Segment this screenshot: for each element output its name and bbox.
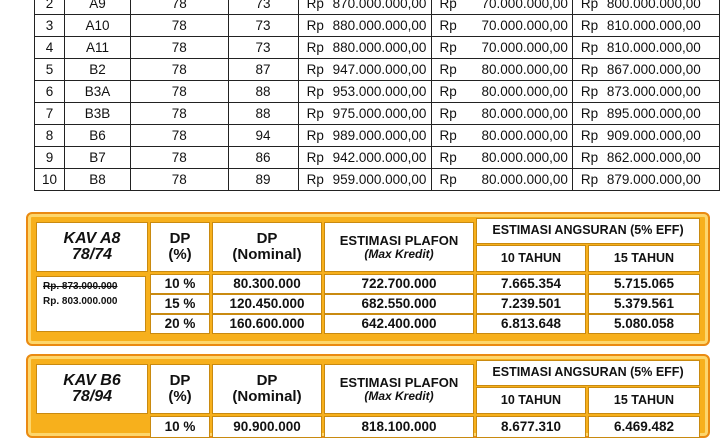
tenor-15-header	[588, 245, 700, 272]
price-row	[35, 147, 720, 169]
down-payment-cell	[431, 59, 572, 81]
tenor-15-header	[588, 387, 700, 414]
net-price-value: 879.000.000,00	[606, 172, 701, 187]
currency-label: Rp	[306, 128, 324, 143]
tenor-15-cell	[588, 314, 700, 334]
land-area: 78	[131, 125, 229, 147]
currency-label: Rp	[439, 18, 457, 33]
down-payment-cell	[431, 169, 572, 191]
currency-label: Rp	[580, 18, 599, 33]
building-area: 89	[228, 169, 298, 191]
row-number: 8	[35, 125, 65, 147]
plafon-value: 818.100.000	[361, 418, 437, 434]
dp-percent-header	[150, 364, 210, 414]
currency-label: Rp	[439, 40, 457, 55]
dp-nominal-header	[212, 222, 322, 272]
kav-code: B8	[64, 169, 130, 191]
kav-size: 78/94	[71, 388, 113, 405]
dp-percent-cell	[150, 314, 210, 334]
row-number: 6	[35, 81, 65, 103]
tenor-15-label: 15 TAHUN	[613, 392, 675, 407]
row-number: 7	[35, 103, 65, 125]
currency-label: Rp	[580, 172, 599, 187]
building-area: 86	[228, 147, 298, 169]
tenor-10-value: 7.665.354	[500, 275, 562, 291]
tenor-10-header	[476, 245, 586, 272]
down-payment-value: 70.000.000,00	[481, 0, 568, 11]
net-price-cell	[572, 59, 719, 81]
land-area: 78	[131, 169, 229, 191]
building-area: 87	[228, 59, 298, 81]
price-cell	[298, 169, 431, 191]
net-price-value: 873.000.000,00	[606, 84, 701, 99]
net-price-cell	[572, 15, 719, 37]
down-payment-value: 80.000.000,00	[481, 106, 568, 121]
price-value: 947.000.000,00	[332, 62, 427, 77]
tenor-15-cell	[588, 294, 700, 314]
net-price-value: 810.000.000,00	[606, 40, 701, 55]
down-payment-cell	[431, 0, 572, 15]
down-payment-cell	[431, 81, 572, 103]
price-value: 959.000.000,00	[332, 172, 427, 187]
tenor-10-header	[476, 387, 586, 414]
kav-code: B7	[64, 147, 130, 169]
price-row	[35, 0, 720, 15]
price-value: 880.000.000,00	[332, 40, 427, 55]
plafon-header-line1: ESTIMASI PLAFON	[339, 232, 459, 248]
price-cell	[298, 0, 431, 15]
building-area: 94	[228, 125, 298, 147]
currency-label: Rp	[580, 84, 599, 99]
kav-name: KAV A8	[63, 230, 121, 247]
plafon-header-line2: (Max Kredit)	[364, 388, 434, 403]
price-cell	[298, 147, 431, 169]
net-price-value: 867.000.000,00	[606, 62, 701, 77]
row-number: 2	[35, 0, 65, 15]
price-row	[35, 81, 720, 103]
net-price-cell	[572, 169, 719, 191]
price-row	[35, 125, 720, 147]
plafon-value: 722.700.000	[361, 275, 437, 291]
price-value: 880.000.000,00	[332, 18, 427, 33]
dp-nominal-header-line1: DP	[256, 230, 278, 248]
angsuran-header	[476, 218, 700, 244]
kav-code: A10	[64, 15, 130, 37]
net-price-cell	[572, 103, 719, 125]
currency-label: Rp	[580, 62, 599, 77]
plafon-header-line1: ESTIMASI PLAFON	[339, 374, 459, 390]
dp-nominal-value: 160.600.000	[229, 315, 305, 331]
net-price-cell	[572, 0, 719, 15]
dp-nominal-header-line2: (Nominal)	[232, 388, 302, 405]
dp-nominal-header-line1: DP	[256, 372, 278, 390]
currency-label: Rp	[580, 150, 599, 165]
currency-label: Rp	[306, 18, 324, 33]
tenor-10-label: 10 TAHUN	[500, 392, 562, 407]
dp-nominal-header-line2: (Nominal)	[232, 246, 302, 263]
dp-nominal-cell	[212, 274, 322, 294]
kav-size: 78/74	[71, 246, 113, 263]
tenor-15-value: 5.080.058	[613, 315, 675, 331]
dp-percent-value: 10 %	[164, 275, 196, 291]
tenor-15-label: 15 TAHUN	[613, 250, 675, 265]
currency-label: Rp	[439, 128, 457, 143]
net-price-cell	[572, 147, 719, 169]
building-area: 73	[228, 37, 298, 59]
currency-label: Rp	[306, 62, 324, 77]
angsuran-header-text: ESTIMASI ANGSURAN (5% EFF)	[492, 365, 684, 380]
building-area: 73	[228, 0, 298, 15]
dp-percent-cell	[150, 274, 210, 294]
price-value: 989.000.000,00	[332, 128, 427, 143]
price-cell	[298, 81, 431, 103]
dp-percent-header-line1: DP	[169, 230, 191, 248]
plafon-header	[324, 222, 474, 272]
dp-percent-value: 15 %	[164, 295, 196, 311]
plafon-header	[324, 364, 474, 414]
down-payment-value: 80.000.000,00	[481, 128, 568, 143]
down-payment-value: 70.000.000,00	[481, 40, 568, 55]
currency-label: Rp	[439, 172, 457, 187]
down-payment-value: 80.000.000,00	[481, 172, 568, 187]
row-number: 9	[35, 147, 65, 169]
kav-code: B3A	[64, 81, 130, 103]
land-area: 78	[131, 0, 229, 15]
tenor-10-cell	[476, 416, 586, 438]
currency-label: Rp	[306, 106, 324, 121]
currency-label: Rp	[580, 106, 599, 121]
currency-label: Rp	[580, 128, 599, 143]
down-payment-value: 80.000.000,00	[481, 84, 568, 99]
old-price: Rp. 873.000.000	[43, 281, 118, 292]
currency-label: Rp	[306, 0, 324, 11]
dp-percent-header	[150, 222, 210, 272]
dp-nominal-cell	[212, 314, 322, 334]
price-value: 942.000.000,00	[332, 150, 427, 165]
price-value: 870.000.000,00	[332, 0, 427, 11]
row-number: 4	[35, 37, 65, 59]
kav-title-cell	[36, 364, 148, 414]
angsuran-header-text: ESTIMASI ANGSURAN (5% EFF)	[492, 223, 684, 238]
price-row	[35, 37, 720, 59]
down-payment-cell	[431, 15, 572, 37]
tenor-15-cell	[588, 274, 700, 294]
price-cell	[298, 37, 431, 59]
price-list-table	[34, 0, 720, 191]
price-cell	[298, 125, 431, 147]
currency-label: Rp	[439, 84, 457, 99]
dp-percent-header-line2: (%)	[168, 388, 192, 405]
plafon-value: 682.550.000	[361, 295, 437, 311]
new-price: Rp. 803.000.000	[43, 296, 118, 307]
down-payment-value: 80.000.000,00	[481, 150, 568, 165]
price-row	[35, 59, 720, 81]
land-area: 78	[131, 37, 229, 59]
down-payment-cell	[431, 103, 572, 125]
price-row	[35, 169, 720, 191]
tenor-10-cell	[476, 274, 586, 294]
currency-label: Rp	[306, 40, 324, 55]
currency-label: Rp	[580, 0, 599, 11]
kav-b6-card	[26, 354, 710, 438]
dp-nominal-value: 80.300.000	[233, 275, 301, 291]
price-value: 953.000.000,00	[332, 84, 427, 99]
kav-title-cell	[36, 222, 148, 272]
tenor-10-cell	[476, 314, 586, 334]
net-price-value: 895.000.000,00	[606, 106, 701, 121]
down-payment-cell	[431, 125, 572, 147]
dp-nominal-value: 120.450.000	[229, 295, 305, 311]
dp-percent-header-line1: DP	[169, 372, 191, 390]
land-area: 78	[131, 59, 229, 81]
building-area: 88	[228, 81, 298, 103]
net-price-cell	[572, 37, 719, 59]
net-price-cell	[572, 125, 719, 147]
currency-label: Rp	[439, 0, 457, 11]
building-area: 73	[228, 15, 298, 37]
kav-code: B2	[64, 59, 130, 81]
dp-nominal-cell	[212, 416, 322, 438]
land-area: 78	[131, 15, 229, 37]
plafon-cell	[324, 314, 474, 334]
tenor-15-cell	[588, 416, 700, 438]
currency-label: Rp	[439, 62, 457, 77]
price-cell	[298, 103, 431, 125]
plafon-cell	[324, 416, 474, 438]
price-value: 975.000.000,00	[332, 106, 427, 121]
plafon-cell	[324, 294, 474, 314]
down-payment-value: 70.000.000,00	[481, 18, 568, 33]
price-row	[35, 15, 720, 37]
tenor-15-value: 5.715.065	[613, 275, 675, 291]
currency-label: Rp	[306, 172, 324, 187]
dp-nominal-value: 90.900.000	[233, 418, 301, 434]
down-payment-cell	[431, 147, 572, 169]
kav-code: A11	[64, 37, 130, 59]
kav-name: KAV B6	[63, 372, 121, 389]
row-number: 10	[35, 169, 65, 191]
currency-label: Rp	[306, 84, 324, 99]
kav-code: B3B	[64, 103, 130, 125]
kav-a8-card	[26, 212, 710, 346]
tenor-10-cell	[476, 294, 586, 314]
tenor-15-value: 5.379.561	[613, 295, 675, 311]
price-cell	[298, 59, 431, 81]
plafon-cell	[324, 274, 474, 294]
dp-percent-cell	[150, 416, 210, 438]
dp-percent-cell	[150, 294, 210, 314]
tenor-10-value: 6.813.648	[500, 315, 562, 331]
down-payment-value: 80.000.000,00	[481, 62, 568, 77]
kav-code: A9	[64, 0, 130, 15]
building-area: 88	[228, 103, 298, 125]
currency-label: Rp	[306, 150, 324, 165]
kav-price-cell	[36, 276, 146, 332]
dp-nominal-header	[212, 364, 322, 414]
net-price-value: 800.000.000,00	[606, 0, 701, 11]
price-cell	[298, 15, 431, 37]
tenor-15-value: 6.469.482	[613, 418, 675, 434]
angsuran-header	[476, 360, 700, 386]
currency-label: Rp	[439, 150, 457, 165]
tenor-10-value: 8.677.310	[500, 418, 562, 434]
dp-nominal-cell	[212, 294, 322, 314]
net-price-value: 909.000.000,00	[606, 128, 701, 143]
plafon-value: 642.400.000	[361, 315, 437, 331]
row-number: 5	[35, 59, 65, 81]
price-row	[35, 103, 720, 125]
currency-label: Rp	[439, 106, 457, 121]
dp-percent-header-line2: (%)	[168, 246, 192, 263]
row-number: 3	[35, 15, 65, 37]
net-price-value: 810.000.000,00	[606, 18, 701, 33]
tenor-10-label: 10 TAHUN	[500, 250, 562, 265]
tenor-10-value: 7.239.501	[500, 295, 562, 311]
land-area: 78	[131, 103, 229, 125]
land-area: 78	[131, 81, 229, 103]
net-price-cell	[572, 81, 719, 103]
currency-label: Rp	[580, 40, 599, 55]
plafon-header-line2: (Max Kredit)	[364, 246, 434, 261]
dp-percent-value: 20 %	[164, 315, 196, 331]
dp-percent-value: 10 %	[164, 418, 196, 434]
net-price-value: 862.000.000,00	[606, 150, 701, 165]
kav-code: B6	[64, 125, 130, 147]
down-payment-cell	[431, 37, 572, 59]
land-area: 78	[131, 147, 229, 169]
